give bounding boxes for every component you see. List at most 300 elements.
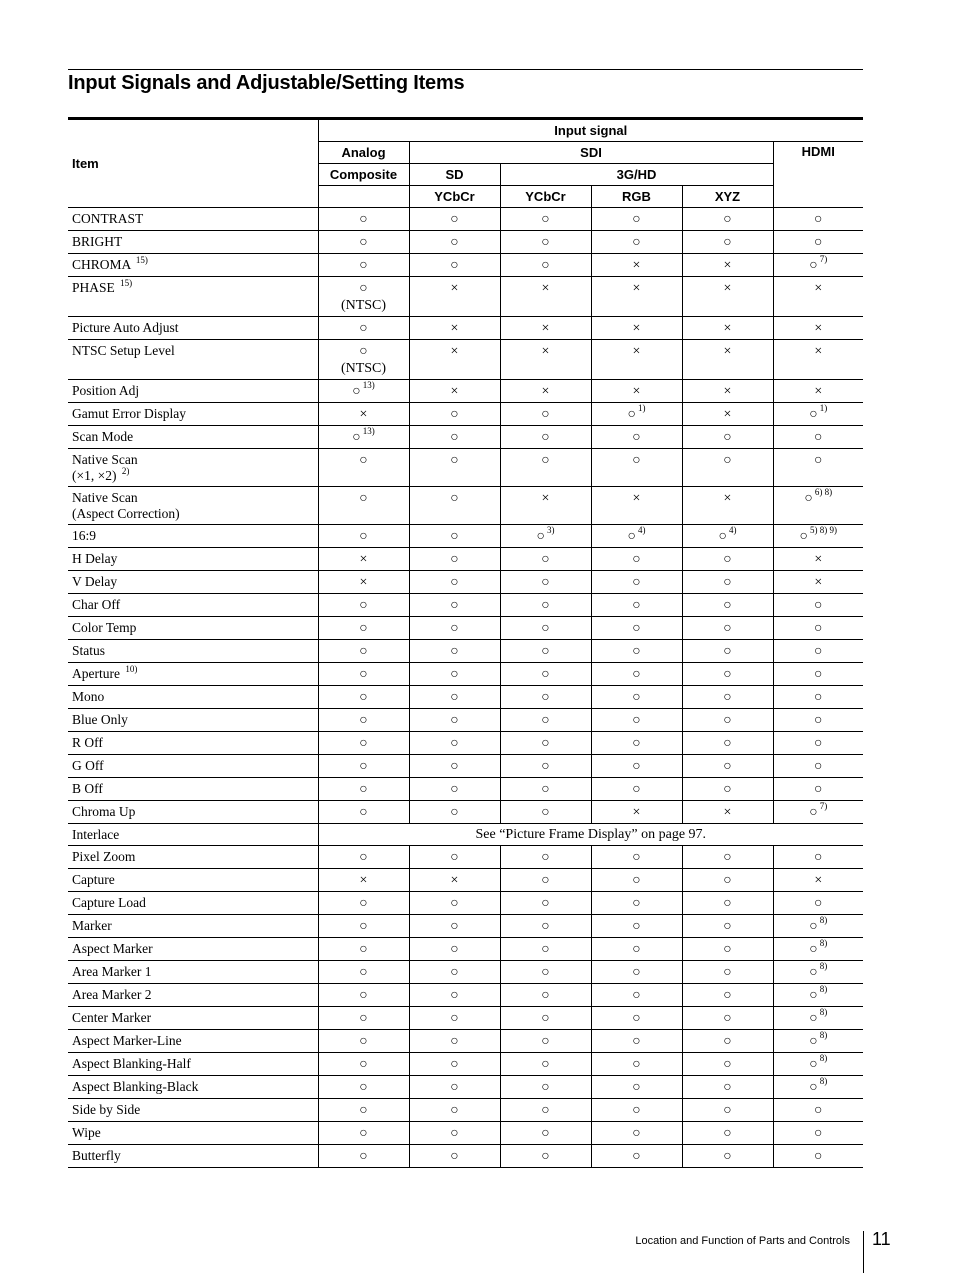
supported-mark xyxy=(809,984,828,1004)
mark-symbol: ○ xyxy=(723,850,732,865)
mark-symbol: ○ xyxy=(359,736,368,751)
support-cell xyxy=(682,732,773,755)
mark-symbol: ○ xyxy=(814,644,823,659)
item-name: Color Temp xyxy=(72,620,137,635)
cell-footnote-ref: 8) xyxy=(819,1007,828,1018)
supported-mark xyxy=(541,667,549,683)
supported-mark xyxy=(359,896,367,912)
cell-footnote-ref: 8) xyxy=(819,1076,828,1087)
mark-symbol: ○ xyxy=(723,1103,732,1118)
row-item-label xyxy=(68,525,318,548)
supported-mark xyxy=(723,988,731,1004)
supported-mark xyxy=(450,713,458,729)
mark-symbol: ○ xyxy=(450,850,459,865)
cell-condition: (NTSC) xyxy=(340,361,387,376)
mark-symbol: ○ xyxy=(450,430,459,445)
item-name: Gamut Error Display xyxy=(72,406,186,421)
support-cell xyxy=(318,426,409,449)
mark-symbol: ○ xyxy=(814,896,823,911)
mark-symbol: ○ xyxy=(541,667,550,682)
table-row xyxy=(68,254,863,277)
mark-symbol: × xyxy=(723,344,732,359)
mark-symbol: ○ xyxy=(814,453,823,468)
mark-symbol: × xyxy=(632,384,641,399)
support-cell xyxy=(682,340,773,380)
support-cell xyxy=(773,1099,863,1122)
supported-mark xyxy=(809,915,828,935)
supported-mark xyxy=(450,644,458,660)
table-row xyxy=(68,340,863,380)
support-cell xyxy=(591,208,682,231)
mark-symbol: ○ xyxy=(809,1034,818,1049)
mark-symbol: ○ xyxy=(359,598,368,613)
row-item-label xyxy=(68,208,318,231)
support-cell xyxy=(773,548,863,571)
item-name: Marker xyxy=(72,918,112,933)
mark-symbol: × xyxy=(723,258,732,273)
mark-symbol: ○ xyxy=(723,988,732,1003)
support-cell xyxy=(318,340,409,380)
sdi-header: SDI xyxy=(409,142,773,164)
supported-mark xyxy=(632,1149,640,1165)
support-cell xyxy=(591,617,682,640)
item-name: Aspect Blanking-Half xyxy=(72,1056,191,1071)
supported-mark xyxy=(359,598,367,614)
not-supported-mark xyxy=(724,407,732,423)
supported-mark xyxy=(632,919,640,935)
support-cell xyxy=(773,277,863,317)
mark-symbol: ○ xyxy=(359,212,368,227)
row-item-label xyxy=(68,426,318,449)
supported-mark xyxy=(723,965,731,981)
table-row xyxy=(68,824,863,846)
not-supported-mark xyxy=(814,873,822,889)
support-cell xyxy=(591,915,682,938)
supported-mark xyxy=(450,965,458,981)
support-cell xyxy=(409,525,500,548)
not-supported-mark xyxy=(542,281,550,297)
cell-footnote-ref: 5) 8) 9) xyxy=(810,525,837,536)
supported-mark xyxy=(632,736,640,752)
mark-symbol: ○ xyxy=(359,321,368,336)
mark-symbol: × xyxy=(541,321,550,336)
cell-footnote-ref: 1) xyxy=(637,403,646,414)
mark-symbol: ○ xyxy=(632,1080,641,1095)
cell-condition: (NTSC) xyxy=(340,298,387,313)
mark-symbol: ○ xyxy=(723,644,732,659)
mark-symbol: ○ xyxy=(450,598,459,613)
supported-mark xyxy=(450,258,458,274)
mark-symbol: ○ xyxy=(541,782,550,797)
table-row xyxy=(68,231,863,254)
supported-mark xyxy=(541,1080,549,1096)
supported-mark xyxy=(359,1149,367,1165)
table-row xyxy=(68,1145,863,1168)
mark-symbol: ○ xyxy=(359,235,368,250)
not-supported-mark xyxy=(360,575,368,591)
support-cell xyxy=(682,1145,773,1168)
support-cell xyxy=(591,846,682,869)
mark-symbol: ○ xyxy=(359,621,368,636)
mark-symbol: × xyxy=(359,407,368,422)
mark-symbol: ○ xyxy=(450,575,459,590)
support-cell xyxy=(318,617,409,640)
supported-mark xyxy=(814,212,822,228)
table-row xyxy=(68,1030,863,1053)
mark-symbol: ○ xyxy=(541,1011,550,1026)
support-cell xyxy=(591,426,682,449)
mark-symbol: × xyxy=(814,321,823,336)
not-supported-mark xyxy=(360,552,368,568)
support-cell xyxy=(773,915,863,938)
mark-symbol: ○ xyxy=(541,850,550,865)
supported-mark xyxy=(632,552,640,568)
support-cell xyxy=(500,594,591,617)
supported-mark xyxy=(632,873,640,889)
row-item-label xyxy=(68,1145,318,1168)
row-item-label xyxy=(68,961,318,984)
mark-symbol: ○ xyxy=(632,873,641,888)
support-cell xyxy=(682,617,773,640)
mark-symbol: ○ xyxy=(814,1149,823,1164)
support-cell xyxy=(500,846,591,869)
mark-symbol: ○ xyxy=(632,552,641,567)
supported-mark xyxy=(723,873,731,889)
supported-mark xyxy=(632,430,640,446)
supported-mark xyxy=(450,212,458,228)
support-cell xyxy=(500,640,591,663)
row-item-label xyxy=(68,254,318,277)
table-row xyxy=(68,915,863,938)
mark-symbol: ○ xyxy=(723,759,732,774)
mark-symbol: ○ xyxy=(359,453,368,468)
support-cell xyxy=(318,1007,409,1030)
mark-symbol: ○ xyxy=(632,965,641,980)
mark-symbol: ○ xyxy=(809,919,818,934)
support-cell xyxy=(591,778,682,801)
supported-mark xyxy=(809,403,828,423)
mark-symbol: ○ xyxy=(359,644,368,659)
support-cell xyxy=(773,984,863,1007)
cell-footnote-ref: 8) xyxy=(819,961,828,972)
supported-mark xyxy=(723,430,731,446)
support-cell xyxy=(500,571,591,594)
support-cell xyxy=(318,709,409,732)
support-cell xyxy=(682,525,773,548)
support-cell xyxy=(773,317,863,340)
mark-symbol: ○ xyxy=(450,1080,459,1095)
mark-symbol: ○ xyxy=(723,667,732,682)
mark-symbol: × xyxy=(450,321,459,336)
support-cell xyxy=(318,801,409,824)
support-cell xyxy=(409,1030,500,1053)
table-row xyxy=(68,403,863,426)
not-supported-mark xyxy=(360,873,368,889)
support-cell xyxy=(682,709,773,732)
support-cell xyxy=(500,1007,591,1030)
support-cell xyxy=(773,961,863,984)
row-item-label xyxy=(68,617,318,640)
mark-symbol: ○ xyxy=(450,1034,459,1049)
support-cell xyxy=(500,984,591,1007)
mark-symbol: ○ xyxy=(723,713,732,728)
item-name-line2: (×1, ×2) xyxy=(72,468,117,483)
mark-symbol: ○ xyxy=(632,1057,641,1072)
row-item-label xyxy=(68,869,318,892)
support-cell xyxy=(318,594,409,617)
item-name: Capture xyxy=(72,872,115,887)
row-item-label xyxy=(68,231,318,254)
support-cell xyxy=(773,1122,863,1145)
cell-footnote-ref: 8) xyxy=(819,1053,828,1064)
support-cell xyxy=(409,1145,500,1168)
support-cell xyxy=(773,846,863,869)
row-item-label xyxy=(68,938,318,961)
row-item-label xyxy=(68,1030,318,1053)
mark-symbol: ○ xyxy=(541,988,550,1003)
support-cell xyxy=(682,915,773,938)
row-span-note: See “Picture Frame Display” on page 97. xyxy=(318,824,863,846)
mark-symbol: ○ xyxy=(814,736,823,751)
mark-symbol: × xyxy=(723,281,732,296)
mark-symbol: ○ xyxy=(632,453,641,468)
item-name: CHROMA xyxy=(72,257,131,272)
not-supported-mark xyxy=(633,321,641,337)
mark-symbol: ○ xyxy=(814,1126,823,1141)
supported-mark xyxy=(359,942,367,958)
support-cell xyxy=(591,277,682,317)
support-cell xyxy=(500,801,591,824)
mark-symbol: ○ xyxy=(450,690,459,705)
mark-symbol: ○ xyxy=(359,529,368,544)
mark-symbol: ○ xyxy=(723,782,732,797)
support-cell xyxy=(682,640,773,663)
support-cell xyxy=(682,1030,773,1053)
mark-symbol: × xyxy=(541,344,550,359)
mark-symbol: ○ xyxy=(723,575,732,590)
not-supported-mark xyxy=(542,321,550,337)
mark-symbol: × xyxy=(814,281,823,296)
supported-mark xyxy=(541,1034,549,1050)
item-name: Aspect Marker xyxy=(72,941,153,956)
support-cell xyxy=(500,1099,591,1122)
support-cell xyxy=(500,892,591,915)
supported-mark xyxy=(632,713,640,729)
mark-symbol: ○ xyxy=(536,529,545,544)
support-cell xyxy=(682,317,773,340)
mark-symbol: ○ xyxy=(450,736,459,751)
support-cell xyxy=(318,525,409,548)
support-cell xyxy=(318,208,409,231)
support-cell xyxy=(318,1099,409,1122)
support-cell xyxy=(409,571,500,594)
mark-symbol: ○ xyxy=(541,759,550,774)
mark-symbol: ○ xyxy=(632,235,641,250)
support-cell xyxy=(591,449,682,487)
mark-symbol: ○ xyxy=(723,1034,732,1049)
support-cell xyxy=(318,231,409,254)
table-row xyxy=(68,961,863,984)
mark-symbol: × xyxy=(632,281,641,296)
table-row xyxy=(68,846,863,869)
supported-mark xyxy=(541,212,549,228)
mark-symbol: ○ xyxy=(632,713,641,728)
supported-mark xyxy=(541,873,549,889)
supported-mark xyxy=(450,529,458,545)
supported-mark xyxy=(359,782,367,798)
mark-symbol: × xyxy=(359,575,368,590)
support-cell xyxy=(591,1007,682,1030)
table-row xyxy=(68,686,863,709)
table-row xyxy=(68,208,863,231)
supported-mark xyxy=(723,1057,731,1073)
supported-mark xyxy=(814,759,822,775)
support-cell xyxy=(591,1076,682,1099)
support-cell xyxy=(318,1122,409,1145)
supported-mark xyxy=(541,430,549,446)
mark-symbol: ○ xyxy=(814,759,823,774)
mark-symbol: ○ xyxy=(541,258,550,273)
mark-symbol: ○ xyxy=(632,598,641,613)
supported-mark xyxy=(359,453,367,469)
mark-symbol: ○ xyxy=(627,529,636,544)
support-cell xyxy=(682,869,773,892)
support-cell xyxy=(318,1076,409,1099)
support-cell xyxy=(682,594,773,617)
mark-symbol: ○ xyxy=(450,919,459,934)
mark-symbol: ○ xyxy=(359,782,368,797)
support-cell xyxy=(318,915,409,938)
mark-symbol: ○ xyxy=(359,690,368,705)
supported-mark xyxy=(359,258,367,274)
supported-mark xyxy=(632,850,640,866)
supported-mark xyxy=(359,644,367,660)
mark-symbol: ○ xyxy=(723,896,732,911)
mark-symbol: ○ xyxy=(632,575,641,590)
supported-mark xyxy=(627,525,646,545)
support-cell xyxy=(500,915,591,938)
mark-symbol: × xyxy=(723,384,732,399)
cell-footnote-ref: 7) xyxy=(819,254,828,265)
support-cell xyxy=(682,801,773,824)
mark-symbol: ○ xyxy=(541,942,550,957)
mark-symbol: ○ xyxy=(814,430,823,445)
support-cell xyxy=(591,801,682,824)
support-cell xyxy=(500,709,591,732)
supported-mark xyxy=(450,621,458,637)
support-cell xyxy=(591,755,682,778)
support-cell xyxy=(682,487,773,525)
supported-mark xyxy=(723,850,731,866)
support-cell xyxy=(318,449,409,487)
mark-symbol: ○ xyxy=(723,212,732,227)
mark-symbol: ○ xyxy=(632,1126,641,1141)
supported-mark xyxy=(809,801,828,821)
support-cell xyxy=(773,1076,863,1099)
support-cell xyxy=(591,594,682,617)
supported-mark xyxy=(541,1057,549,1073)
row-item-label xyxy=(68,892,318,915)
table-row xyxy=(68,755,863,778)
row-item-label xyxy=(68,380,318,403)
mark-symbol: ○ xyxy=(723,1149,732,1164)
item-name: Char Off xyxy=(72,597,121,612)
supported-mark xyxy=(723,575,731,591)
supported-mark xyxy=(541,759,549,775)
sd-header: SD xyxy=(409,164,500,186)
support-cell xyxy=(500,732,591,755)
support-cell xyxy=(591,340,682,380)
support-cell xyxy=(773,732,863,755)
supported-mark xyxy=(359,988,367,1004)
mark-symbol: ○ xyxy=(809,805,818,820)
support-cell xyxy=(500,380,591,403)
supported-mark xyxy=(450,690,458,706)
mark-symbol: × xyxy=(723,407,732,422)
mark-symbol: ○ xyxy=(814,235,823,250)
mark-symbol: × xyxy=(541,281,550,296)
support-cell xyxy=(409,380,500,403)
support-cell xyxy=(591,984,682,1007)
mark-symbol: ○ xyxy=(814,690,823,705)
item-footnote-ref: 15) xyxy=(135,254,148,265)
support-cell xyxy=(773,254,863,277)
mark-symbol: ○ xyxy=(359,1057,368,1072)
support-cell xyxy=(409,755,500,778)
support-cell xyxy=(591,254,682,277)
supported-mark xyxy=(632,896,640,912)
supported-mark xyxy=(723,759,731,775)
row-item-label xyxy=(68,755,318,778)
item-footnote-ref: 2) xyxy=(121,465,130,476)
mark-symbol: ○ xyxy=(809,258,818,273)
mark-symbol: ○ xyxy=(723,919,732,934)
supported-mark xyxy=(541,1149,549,1165)
supported-mark xyxy=(541,896,549,912)
table-row xyxy=(68,1076,863,1099)
item-column-header: Item xyxy=(68,119,318,208)
support-cell xyxy=(500,426,591,449)
row-item-label xyxy=(68,340,318,380)
row-item-label xyxy=(68,824,318,846)
mark-symbol: × xyxy=(450,873,459,888)
mark-symbol: ○ xyxy=(541,919,550,934)
supported-mark xyxy=(541,258,549,274)
not-supported-mark xyxy=(814,344,822,360)
supported-mark xyxy=(359,529,367,545)
support-cell xyxy=(682,938,773,961)
supported-mark xyxy=(359,281,367,297)
row-item-label xyxy=(68,915,318,938)
supported-mark xyxy=(541,965,549,981)
table-row xyxy=(68,380,863,403)
supported-mark xyxy=(359,850,367,866)
support-cell xyxy=(682,961,773,984)
support-cell xyxy=(591,403,682,426)
mark-symbol: ○ xyxy=(723,235,732,250)
supported-mark xyxy=(450,759,458,775)
mark-symbol: ○ xyxy=(450,896,459,911)
support-cell xyxy=(682,231,773,254)
not-supported-mark xyxy=(451,281,459,297)
support-cell xyxy=(318,1030,409,1053)
supported-mark xyxy=(450,942,458,958)
item-name: Butterfly xyxy=(72,1148,121,1163)
mark-symbol: ○ xyxy=(809,1011,818,1026)
support-cell xyxy=(773,1145,863,1168)
support-cell xyxy=(682,1099,773,1122)
row-item-label xyxy=(68,732,318,755)
